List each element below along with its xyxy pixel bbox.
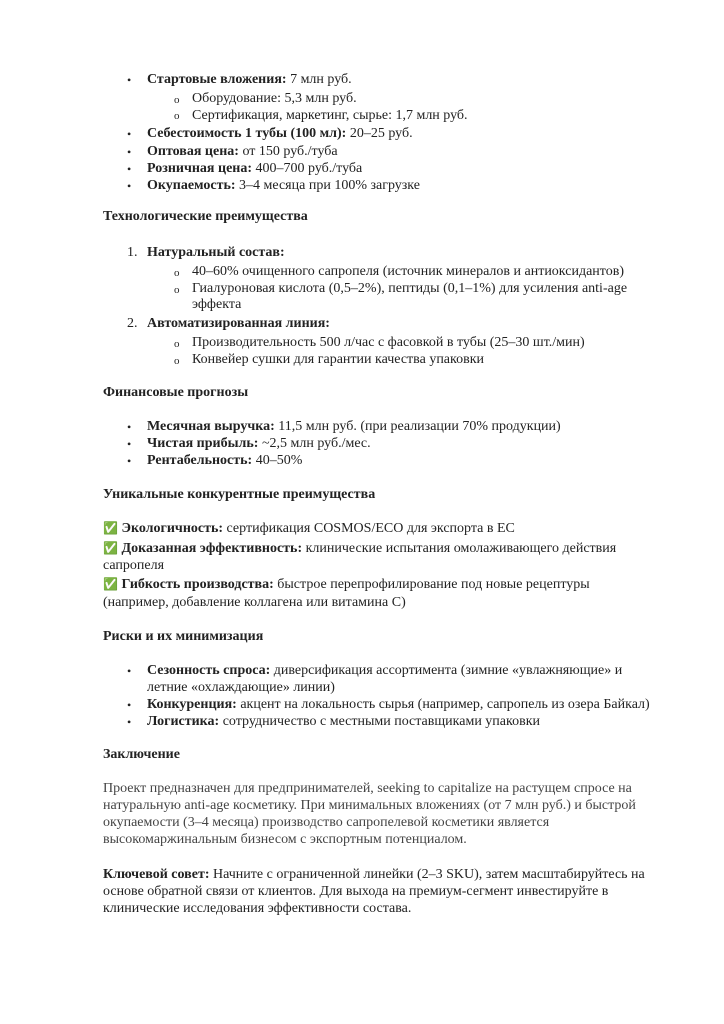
item-value: акцент на локальность сырья (например, сапропель из озера Байкал) bbox=[240, 697, 650, 712]
bullet: • bbox=[127, 127, 132, 141]
check-icon: ✅ bbox=[103, 541, 118, 555]
list-item-title: Автоматизированная линия: bbox=[147, 316, 330, 331]
item-label: Логистика: bbox=[147, 714, 220, 729]
sub-list-item: Сертификация, маркетинг, сырье: 1,7 млн руб. bbox=[192, 108, 468, 123]
check-icon: ✅ bbox=[103, 521, 118, 535]
key-advice bbox=[103, 866, 645, 883]
sub-bullet: o bbox=[174, 284, 180, 296]
bullet: • bbox=[127, 437, 132, 451]
list-item-cont: летние «охлаждающие» линии) bbox=[147, 680, 335, 695]
item-label: Окупаемость: bbox=[147, 178, 236, 193]
item-value: сертификация COSMOS/ECO для экспорта в ЕС bbox=[226, 521, 515, 536]
item-value: клинические испытания омолаживающего действия bbox=[305, 541, 617, 556]
item-value: быстрое перепрофилирование под новые рецептуры bbox=[277, 577, 590, 592]
item-value: 7 млн руб. bbox=[290, 72, 352, 87]
bullet: • bbox=[127, 454, 132, 468]
paragraph-line: окупаемости (3–4 месяца) производство сапропелевой косметики является bbox=[103, 815, 550, 830]
advantage-item-cont: (например, добавление коллагена или витамина С) bbox=[103, 595, 406, 610]
bullet: • bbox=[127, 664, 132, 678]
bullet: • bbox=[127, 179, 132, 193]
sub-list-item-cont: эффекта bbox=[192, 297, 242, 312]
advantage-item bbox=[103, 540, 616, 557]
list-item bbox=[147, 160, 362, 177]
section-heading: Технологические преимущества bbox=[103, 209, 308, 224]
paragraph-line: клинические исследования эффективности состава. bbox=[103, 901, 412, 916]
item-label: Сезонность спроса: bbox=[147, 663, 271, 678]
bullet: • bbox=[127, 715, 132, 729]
item-value: сотрудничество с местными поставщиками упаковки bbox=[222, 714, 541, 729]
item-value: 11,5 млн руб. (при реализации 70% продукции) bbox=[278, 419, 561, 434]
paragraph-line: Проект предназначен для предпринимателей, seeking to capitalize на растущем спросе на bbox=[103, 781, 632, 796]
item-label: Конкуренция: bbox=[147, 697, 237, 712]
sub-bullet: o bbox=[174, 110, 180, 122]
list-item bbox=[147, 662, 622, 679]
list-item bbox=[147, 177, 420, 194]
section-heading: Уникальные конкурентные преимущества bbox=[103, 487, 376, 502]
bullet: • bbox=[127, 145, 132, 159]
list-item bbox=[147, 713, 540, 730]
sub-bullet: o bbox=[174, 94, 180, 106]
list-item bbox=[147, 125, 413, 142]
check-icon: ✅ bbox=[103, 577, 118, 591]
section-heading: Риски и их минимизация bbox=[103, 629, 264, 644]
paragraph-line: основе обратной связи от клиентов. Для выхода на премиум-сегмент инвестируйте в bbox=[103, 884, 609, 899]
item-value: 20–25 руб. bbox=[349, 126, 413, 141]
bullet: • bbox=[127, 698, 132, 712]
sub-list-item: Производительность 500 л/час с фасовкой в тубы (25–30 шт./мин) bbox=[192, 335, 585, 350]
item-label: Розничная цена: bbox=[147, 161, 253, 176]
list-number: 1. bbox=[127, 245, 138, 260]
item-value: диверсификация ассортимента (зимние «увлажняющие» и bbox=[273, 663, 623, 678]
list-number: 2. bbox=[127, 316, 138, 331]
sub-bullet: o bbox=[174, 267, 180, 279]
paragraph-line: натуральную anti-age косметику. При минимальных вложениях (от 7 млн руб.) и быстрой bbox=[103, 798, 636, 813]
item-label: Чистая прибыль: bbox=[147, 436, 259, 451]
item-label: Стартовые вложения: bbox=[147, 72, 287, 87]
sub-bullet: o bbox=[174, 355, 180, 367]
item-label: Рентабельность: bbox=[147, 453, 253, 468]
item-value: 40–50% bbox=[255, 453, 303, 468]
paragraph-line: высокомаржинальным бизнесом с экспортным потенциалом. bbox=[103, 832, 467, 847]
item-label: Гибкость производства: bbox=[121, 577, 274, 592]
sub-list-item: Гиалуроновая кислота (0,5–2%), пептиды (0,1–1%) для усиления anti-age bbox=[192, 281, 628, 296]
section-heading: Финансовые прогнозы bbox=[103, 385, 249, 400]
item-label: Оптовая цена: bbox=[147, 144, 239, 159]
item-label: Месячная выручка: bbox=[147, 419, 275, 434]
item-label: Себестоимость 1 тубы (100 мл): bbox=[147, 126, 347, 141]
list-item bbox=[147, 71, 352, 88]
item-value: ~2,5 млн руб./мес. bbox=[261, 436, 371, 451]
sub-list-item: Конвейер сушки для гарантии качества упаковки bbox=[192, 352, 485, 367]
sub-list-item: Оборудование: 5,3 млн руб. bbox=[192, 91, 357, 106]
bullet: • bbox=[127, 162, 132, 176]
item-label: Доказанная эффективность: bbox=[121, 541, 303, 556]
list-item bbox=[147, 696, 650, 713]
list-item bbox=[147, 143, 338, 160]
section-heading: Заключение bbox=[103, 747, 180, 762]
key-advice-label: Ключевой совет: bbox=[103, 867, 210, 882]
advantage-item-cont: сапропеля bbox=[103, 558, 165, 573]
bullet: • bbox=[127, 73, 132, 87]
list-item bbox=[147, 452, 302, 469]
item-value: 400–700 руб./туба bbox=[255, 161, 363, 176]
item-label: Экологичность: bbox=[121, 521, 224, 536]
item-value: 3–4 месяца при 100% загрузке bbox=[239, 178, 420, 193]
sub-bullet: o bbox=[174, 338, 180, 350]
list-item bbox=[147, 418, 561, 435]
sub-list-item: 40–60% очищенного сапропеля (источник минералов и антиоксидантов) bbox=[192, 264, 625, 279]
advantage-item bbox=[103, 576, 590, 593]
item-value: от 150 руб./туба bbox=[242, 144, 338, 159]
advantage-item bbox=[103, 520, 515, 537]
key-advice-text: Начните с ограниченной линейки (2–3 SKU), затем масштабируйтесь на bbox=[213, 867, 645, 882]
list-item bbox=[147, 435, 371, 452]
bullet: • bbox=[127, 420, 132, 434]
list-item-title: Натуральный состав: bbox=[147, 245, 285, 260]
